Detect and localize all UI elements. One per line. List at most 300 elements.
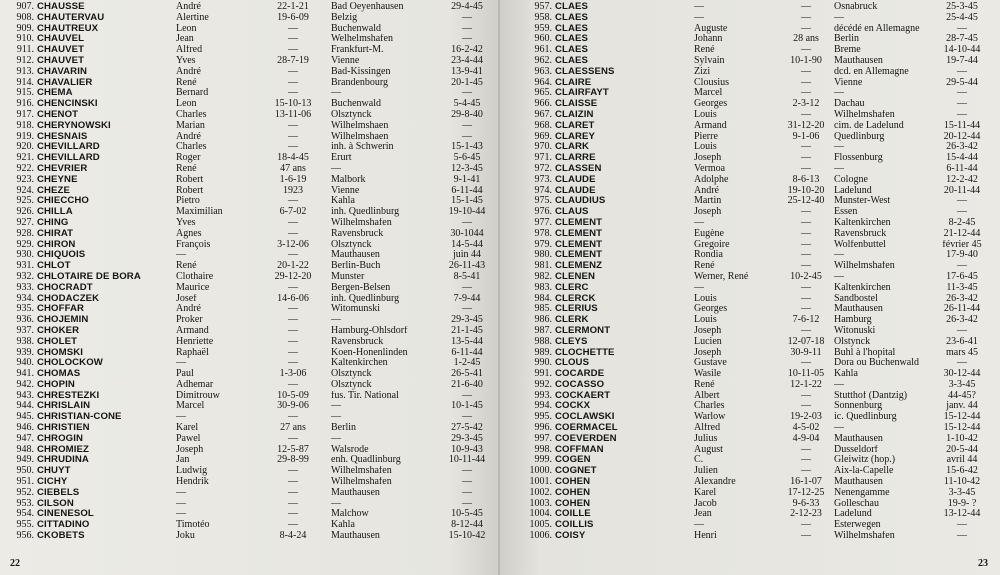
entry-surname: CHRISLAIN bbox=[37, 401, 91, 412]
entry-birthdate: — bbox=[288, 142, 298, 153]
entry-place: Kaltenkirchen bbox=[834, 217, 891, 228]
entry-number: 970. bbox=[534, 142, 552, 153]
entry-surname: COEVERDEN bbox=[555, 433, 617, 444]
entry-row bbox=[522, 13, 1000, 24]
entry-place: Brandenbourg bbox=[331, 77, 389, 88]
entry-row bbox=[522, 294, 1000, 305]
entry-deathdate: 20-1-45 bbox=[451, 77, 483, 88]
entry-number: 930. bbox=[16, 250, 34, 261]
entry-firstname: Pawel bbox=[176, 433, 201, 444]
entry-surname: CHEYNE bbox=[37, 174, 78, 185]
entry-firstname: Jacob bbox=[694, 498, 717, 509]
entry-number: 913. bbox=[16, 66, 34, 77]
entry-firstname: Adolphe bbox=[694, 174, 729, 185]
entry-row bbox=[522, 88, 1000, 99]
entry-row bbox=[522, 369, 1000, 380]
entry-row bbox=[4, 56, 500, 67]
entry-birthdate: — bbox=[801, 66, 811, 77]
entry-number: 917. bbox=[16, 109, 34, 120]
entry-number: 1006. bbox=[529, 531, 552, 542]
entry-number: 980. bbox=[534, 250, 552, 261]
entry-deathdate: 25-3-45 bbox=[946, 2, 978, 12]
entry-birthdate: — bbox=[288, 358, 298, 369]
entry-surname: CLEMENT bbox=[555, 239, 603, 250]
entry-place: Ravensbruck bbox=[834, 228, 887, 239]
entry-place: Buhl à l'hopital bbox=[834, 347, 896, 358]
entry-surname: COERMACEL bbox=[555, 423, 618, 434]
entry-birthdate: — bbox=[801, 153, 811, 164]
entry-deathdate: 8-12-44 bbox=[451, 520, 483, 531]
entry-number: 969. bbox=[534, 131, 552, 142]
entry-number: 924. bbox=[16, 185, 34, 196]
entry-number: 957. bbox=[534, 2, 552, 12]
entry-surname: CHROGIN bbox=[37, 433, 84, 444]
entry-place: ic. Quedlinburg bbox=[834, 412, 897, 423]
entry-deathdate: 15-11-44 bbox=[943, 120, 981, 131]
entry-birthdate: 15-10-13 bbox=[274, 99, 312, 110]
entry-birthdate: — bbox=[288, 325, 298, 336]
entry-deathdate: 15-1-45 bbox=[451, 196, 483, 207]
entry-place: Wilhelmshafen bbox=[834, 531, 895, 542]
entry-firstname: Gregoire bbox=[694, 239, 730, 250]
entry-surname: CLARRE bbox=[555, 153, 596, 164]
entry-place: Bergen-Belsen bbox=[331, 282, 391, 293]
entry-row bbox=[522, 34, 1000, 45]
entry-row bbox=[4, 315, 500, 326]
entry-surname: CHESNAIS bbox=[37, 131, 88, 142]
entry-row bbox=[522, 380, 1000, 391]
entry-number: 916. bbox=[16, 99, 34, 110]
entry-deathdate: 8-5-41 bbox=[453, 271, 481, 282]
entry-birthdate: — bbox=[801, 531, 811, 542]
entry-firstname: Dimitrouw bbox=[176, 390, 220, 401]
entry-deathdate: — bbox=[957, 88, 967, 99]
entry-place: — bbox=[331, 401, 341, 412]
entry-place: — bbox=[834, 12, 844, 23]
entry-row bbox=[4, 142, 500, 153]
entry-row bbox=[4, 358, 500, 369]
entry-place: Wilhelmshafen bbox=[834, 261, 895, 272]
entry-row bbox=[522, 121, 1000, 132]
entry-birthdate: — bbox=[288, 34, 298, 45]
entry-firstname: André bbox=[176, 304, 201, 315]
entry-firstname: Martin bbox=[694, 196, 722, 207]
entry-row bbox=[522, 412, 1000, 423]
entry-firstname: — bbox=[694, 217, 704, 228]
entry-firstname: Sylvain bbox=[694, 55, 725, 66]
entry-row bbox=[522, 499, 1000, 510]
entry-place: — bbox=[834, 250, 844, 261]
entry-birthdate: — bbox=[288, 304, 298, 315]
entry-row bbox=[522, 229, 1000, 240]
entry-deathdate: 29-5-44 bbox=[946, 77, 978, 88]
entry-surname: CLAIZIN bbox=[555, 109, 594, 120]
entry-birthdate: — bbox=[288, 336, 298, 347]
entry-number: 925. bbox=[16, 196, 34, 207]
entry-firstname: André bbox=[176, 66, 201, 77]
entry-place: Hamburg bbox=[834, 315, 872, 326]
entry-row bbox=[522, 24, 1000, 35]
entry-number: 922. bbox=[16, 163, 34, 174]
entry-firstname: René bbox=[694, 45, 715, 56]
entry-row bbox=[4, 391, 500, 402]
entry-firstname: Agnes bbox=[176, 228, 202, 239]
left-entries-list bbox=[4, 2, 500, 542]
entry-number: 960. bbox=[534, 34, 552, 45]
entry-deathdate: 12-2-42 bbox=[946, 174, 978, 185]
entry-birthdate: 9-1-06 bbox=[792, 131, 820, 142]
entry-surname: CHOCRADT bbox=[37, 282, 93, 293]
entry-deathdate: — bbox=[957, 520, 967, 531]
entry-surname: CHENCINSKI bbox=[37, 99, 98, 110]
entry-row bbox=[4, 67, 500, 78]
entry-firstname: Henri bbox=[694, 531, 717, 542]
entry-surname: CHIQUOIS bbox=[37, 250, 86, 261]
entry-place: Munster bbox=[331, 271, 365, 282]
entry-surname: COHEN bbox=[555, 487, 591, 498]
entry-row bbox=[4, 153, 500, 164]
entry-place: Mauthausen bbox=[834, 433, 883, 444]
entry-firstname: Josef bbox=[176, 293, 197, 304]
entry-deathdate: 19-9- ? bbox=[947, 498, 977, 509]
entry-row bbox=[4, 488, 500, 499]
entry-firstname: Pierre bbox=[694, 131, 718, 142]
entry-deathdate: — bbox=[957, 531, 967, 542]
entry-birthdate: — bbox=[288, 131, 298, 142]
entry-deathdate: 9-1-41 bbox=[453, 174, 481, 185]
entry-deathdate: 11-10-42 bbox=[943, 477, 981, 488]
entry-row bbox=[4, 294, 500, 305]
entry-deathdate: 15-12-44 bbox=[943, 423, 981, 434]
entry-number: 927. bbox=[16, 217, 34, 228]
entry-surname: CLAIRE bbox=[555, 77, 592, 88]
entry-number: 948. bbox=[16, 444, 34, 455]
entry-row bbox=[522, 196, 1000, 207]
entry-firstname: Hendrik bbox=[176, 477, 209, 488]
entry-deathdate: — bbox=[462, 466, 472, 477]
entry-firstname: — bbox=[694, 2, 704, 12]
entry-row bbox=[522, 509, 1000, 520]
entry-number: 907. bbox=[16, 2, 34, 12]
entry-surname: CLAES bbox=[555, 12, 589, 23]
entry-row bbox=[522, 283, 1000, 294]
entry-row bbox=[522, 99, 1000, 110]
entry-birthdate: — bbox=[801, 358, 811, 369]
entry-place: Kahla bbox=[331, 196, 355, 207]
entry-surname: CHOKER bbox=[37, 325, 80, 336]
entry-number: 984. bbox=[534, 293, 552, 304]
entry-firstname: Robert bbox=[176, 185, 204, 196]
entry-firstname: André bbox=[176, 2, 201, 12]
entry-firstname: Maurice bbox=[176, 282, 210, 293]
entry-birthdate: 10-1-90 bbox=[790, 55, 822, 66]
entry-number: 943. bbox=[16, 390, 34, 401]
entry-place: Welhelmshafen bbox=[331, 34, 393, 45]
entry-number: 998. bbox=[534, 444, 552, 455]
entry-row bbox=[4, 348, 500, 359]
entry-firstname: Armand bbox=[176, 325, 209, 336]
entry-row bbox=[522, 67, 1000, 78]
entry-surname: CLAUDE bbox=[555, 174, 596, 185]
entry-row bbox=[522, 110, 1000, 121]
entry-deathdate: février 45 bbox=[942, 239, 982, 250]
right-page-number: 23 bbox=[978, 558, 988, 569]
entry-place: décédé en Allemagne bbox=[834, 23, 920, 34]
entry-number: 911. bbox=[16, 45, 34, 56]
entry-place: inh. Quedlinburg bbox=[331, 293, 400, 304]
entry-birthdate: 47 ans bbox=[280, 163, 306, 174]
entry-deathdate: 26-3-42 bbox=[946, 142, 978, 153]
entry-birthdate: 17-12-25 bbox=[787, 487, 825, 498]
entry-number: 1002. bbox=[529, 487, 552, 498]
entry-deathdate: — bbox=[462, 412, 472, 423]
entry-row bbox=[522, 304, 1000, 315]
entry-birthdate: 12-1-22 bbox=[790, 379, 822, 390]
entry-deathdate: — bbox=[462, 131, 472, 142]
entry-row bbox=[522, 142, 1000, 153]
entry-place: Bad-Kissingen bbox=[331, 66, 391, 77]
entry-place: — bbox=[331, 433, 341, 444]
entry-number: 938. bbox=[16, 336, 34, 347]
entry-place: — bbox=[331, 315, 341, 326]
entry-number: 946. bbox=[16, 423, 34, 434]
entry-place: Wilhelmshafen bbox=[834, 109, 895, 120]
entry-birthdate: — bbox=[288, 23, 298, 34]
entry-deathdate: 1-10-42 bbox=[946, 433, 978, 444]
entry-place: — bbox=[331, 498, 341, 509]
entry-surname: CHROMIEZ bbox=[37, 444, 89, 455]
entry-row bbox=[4, 13, 500, 24]
entry-number: 936. bbox=[16, 315, 34, 326]
entry-firstname: Julien bbox=[694, 466, 718, 477]
entry-number: 974. bbox=[534, 185, 552, 196]
entry-row bbox=[522, 531, 1000, 542]
entry-deathdate: 19-10-44 bbox=[448, 207, 486, 218]
entry-surname: CHILLA bbox=[37, 207, 73, 218]
entry-firstname: Clothaire bbox=[176, 271, 214, 282]
entry-surname: CLOUS bbox=[555, 358, 590, 369]
entry-row bbox=[4, 250, 500, 261]
entry-surname: CHOMAS bbox=[37, 369, 81, 380]
entry-number: 959. bbox=[534, 23, 552, 34]
entry-row bbox=[4, 499, 500, 510]
entry-row bbox=[4, 304, 500, 315]
entry-place: Ladelund bbox=[834, 509, 872, 520]
entry-deathdate: 23-6-41 bbox=[946, 336, 978, 347]
entry-deathdate: 26-5-41 bbox=[451, 369, 483, 380]
entry-firstname: Joku bbox=[176, 531, 195, 542]
entry-firstname: André bbox=[694, 185, 719, 196]
entry-birthdate: 14-6-06 bbox=[277, 293, 309, 304]
entry-birthdate: — bbox=[801, 444, 811, 455]
entry-number: 993. bbox=[534, 390, 552, 401]
entry-place: Kahla bbox=[834, 369, 858, 380]
entry-firstname: Warlow bbox=[694, 412, 726, 423]
entry-firstname: Henriette bbox=[176, 336, 214, 347]
entry-surname: CHOPIN bbox=[37, 379, 75, 390]
entry-deathdate: 3-3-45 bbox=[948, 487, 976, 498]
entry-birthdate: 1923 bbox=[283, 185, 303, 196]
entry-firstname: Louis bbox=[694, 293, 717, 304]
entry-birthdate: — bbox=[288, 347, 298, 358]
entry-firstname: Robert bbox=[176, 174, 204, 185]
entry-deathdate: 8-2-45 bbox=[948, 217, 976, 228]
entry-surname: COCLAWSKI bbox=[555, 412, 615, 423]
entry-number: 958. bbox=[534, 12, 552, 23]
entry-surname: CHEVILLARD bbox=[37, 153, 100, 164]
entry-row bbox=[522, 445, 1000, 456]
entry-number: 990. bbox=[534, 358, 552, 369]
entry-place: Wilhelmshaen bbox=[331, 120, 389, 131]
entry-deathdate: 20-12-44 bbox=[943, 131, 981, 142]
entry-deathdate: 29-3-45 bbox=[451, 315, 483, 326]
entry-row bbox=[522, 272, 1000, 283]
entry-firstname: Maximilian bbox=[176, 207, 223, 218]
entry-birthdate: — bbox=[801, 228, 811, 239]
entry-surname: CHLOT bbox=[37, 261, 71, 272]
entry-birthdate: — bbox=[288, 379, 298, 390]
entry-number: 979. bbox=[534, 239, 552, 250]
entry-row bbox=[4, 445, 500, 456]
entry-birthdate: 29-8-99 bbox=[277, 455, 309, 466]
left-page-number: 22 bbox=[10, 558, 20, 569]
entry-number: 985. bbox=[534, 304, 552, 315]
entry-birthdate: — bbox=[288, 498, 298, 509]
entry-deathdate: 3-3-45 bbox=[948, 379, 976, 390]
entry-place: Wilhelmshafen bbox=[331, 217, 392, 228]
entry-firstname: C. bbox=[694, 455, 704, 466]
entry-surname: CLEYS bbox=[555, 336, 588, 347]
entry-birthdate: — bbox=[801, 12, 811, 23]
entry-place: — bbox=[331, 163, 341, 174]
entry-deathdate: 26-3-42 bbox=[946, 315, 978, 326]
entry-firstname: Werner, René bbox=[694, 271, 749, 282]
entry-row bbox=[4, 261, 500, 272]
entry-firstname: Marcel bbox=[176, 401, 205, 412]
entry-birthdate: 7-6-12 bbox=[792, 315, 820, 326]
entry-deathdate: 26-3-42 bbox=[946, 293, 978, 304]
entry-birthdate: — bbox=[288, 88, 298, 99]
entry-birthdate: — bbox=[288, 509, 298, 520]
entry-row bbox=[522, 358, 1000, 369]
entry-firstname: Jan bbox=[176, 455, 190, 466]
entry-deathdate: 5-6-45 bbox=[453, 153, 481, 164]
entry-row bbox=[4, 207, 500, 218]
entry-number: 939. bbox=[16, 347, 34, 358]
entry-firstname: — bbox=[694, 282, 704, 293]
entry-place: Dusseldorf bbox=[834, 444, 878, 455]
entry-place: Olsztynck bbox=[331, 369, 372, 380]
entry-firstname: Leon bbox=[176, 99, 197, 110]
entry-birthdate: 18-4-45 bbox=[277, 153, 309, 164]
entry-place: Mauthausen bbox=[834, 55, 883, 66]
entry-deathdate: 10-9-43 bbox=[451, 444, 483, 455]
entry-firstname: Charles bbox=[176, 109, 207, 120]
entry-surname: CLAUDE bbox=[555, 185, 596, 196]
entry-firstname: — bbox=[176, 509, 186, 520]
entry-deathdate: — bbox=[957, 261, 967, 272]
entry-row bbox=[4, 369, 500, 380]
entry-deathdate: 20-11-44 bbox=[943, 185, 981, 196]
entry-row bbox=[522, 348, 1000, 359]
entry-place: Frankfurt-M. bbox=[331, 45, 384, 56]
entry-birthdate: — bbox=[801, 163, 811, 174]
entry-number: 944. bbox=[16, 401, 34, 412]
entry-row bbox=[4, 240, 500, 251]
entry-number: 965. bbox=[534, 88, 552, 99]
entry-row bbox=[4, 218, 500, 229]
entry-row bbox=[4, 326, 500, 337]
entry-deathdate: 14-10-44 bbox=[943, 45, 981, 56]
entry-deathdate: 29-4-45 bbox=[451, 2, 483, 12]
entry-firstname: René bbox=[176, 261, 197, 272]
entry-row bbox=[522, 78, 1000, 89]
entry-deathdate: — bbox=[462, 217, 472, 228]
entry-place: Esterwegen bbox=[834, 520, 881, 531]
entry-row bbox=[522, 175, 1000, 186]
entry-number: 952. bbox=[16, 487, 34, 498]
entry-firstname: Charles bbox=[176, 142, 207, 153]
entry-number: 973. bbox=[534, 174, 552, 185]
entry-deathdate: 14-5-44 bbox=[451, 239, 483, 250]
entry-firstname: Alertine bbox=[176, 12, 209, 23]
entry-place: Wilhelmshafen bbox=[331, 466, 392, 477]
entry-surname: CHODACZEK bbox=[37, 293, 100, 304]
entry-number: 991. bbox=[534, 369, 552, 380]
entry-number: 941. bbox=[16, 369, 34, 380]
entry-birthdate: 12-5-87 bbox=[277, 444, 309, 455]
entry-deathdate: — bbox=[957, 358, 967, 369]
entry-number: 956. bbox=[16, 531, 34, 542]
entry-row bbox=[522, 164, 1000, 175]
entry-number: 933. bbox=[16, 282, 34, 293]
entry-place: Cologne bbox=[834, 174, 868, 185]
entry-row bbox=[4, 175, 500, 186]
entry-firstname: Joseph bbox=[176, 444, 204, 455]
entry-deathdate: 23-4-44 bbox=[451, 55, 483, 66]
entry-number: 921. bbox=[16, 153, 34, 164]
entry-birthdate: 1-6-19 bbox=[279, 174, 307, 185]
entry-number: 950. bbox=[16, 466, 34, 477]
entry-row bbox=[522, 488, 1000, 499]
entry-number: 975. bbox=[534, 196, 552, 207]
entry-firstname: Joseph bbox=[694, 325, 722, 336]
entry-row bbox=[522, 153, 1000, 164]
entry-birthdate: 28 ans bbox=[793, 34, 819, 45]
entry-number: 928. bbox=[16, 228, 34, 239]
entry-place: Ladelund bbox=[834, 185, 872, 196]
entry-surname: CHAUVET bbox=[37, 55, 85, 66]
entry-row bbox=[4, 186, 500, 197]
entry-row bbox=[4, 477, 500, 488]
entry-firstname: Louis bbox=[694, 315, 717, 326]
entry-firstname: Auguste bbox=[694, 23, 728, 34]
entry-surname: CLEMENZ bbox=[555, 261, 603, 272]
entry-firstname: Vermoa bbox=[694, 163, 726, 174]
entry-number: 996. bbox=[534, 423, 552, 434]
entry-birthdate: — bbox=[801, 88, 811, 99]
entry-firstname: Adhemar bbox=[176, 379, 214, 390]
entry-number: 947. bbox=[16, 433, 34, 444]
entry-number: 968. bbox=[534, 120, 552, 131]
entry-row bbox=[4, 110, 500, 121]
entry-surname: CHLOTAIRE DE BORA bbox=[37, 271, 141, 282]
entry-place: Olsztynck bbox=[331, 379, 372, 390]
entry-deathdate: avril 44 bbox=[946, 455, 978, 466]
entry-firstname: Raphaël bbox=[176, 347, 209, 358]
entry-surname: CHING bbox=[37, 217, 69, 228]
entry-firstname: Lucien bbox=[694, 336, 722, 347]
